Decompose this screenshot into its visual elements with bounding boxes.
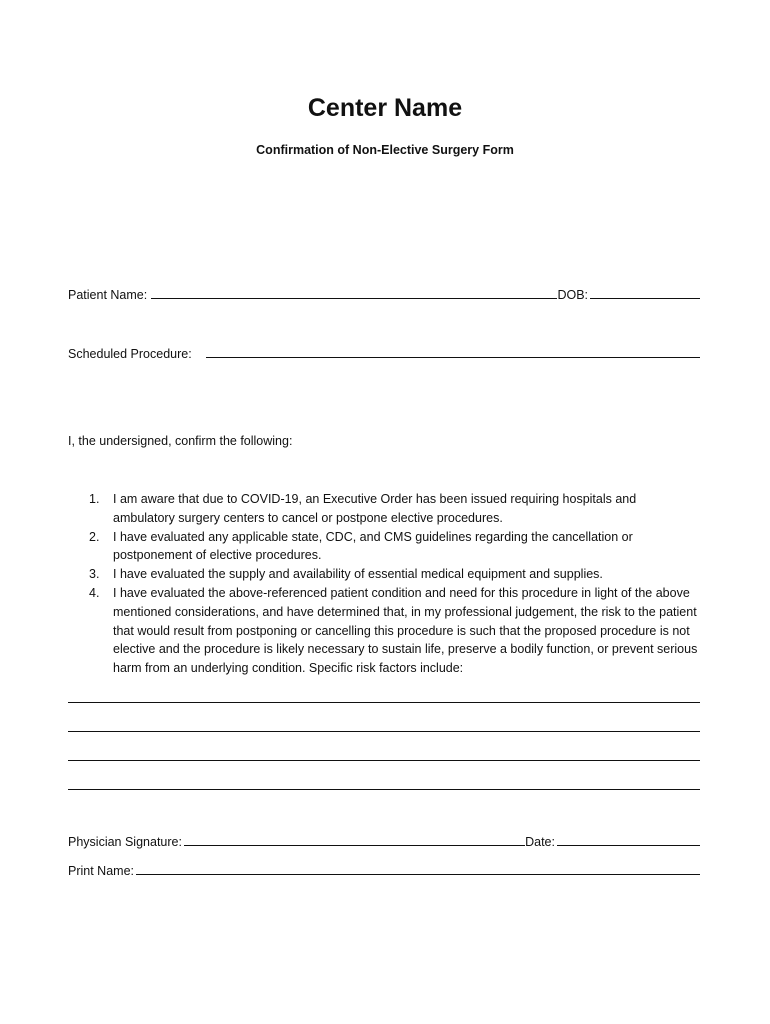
list-item-number: 2. bbox=[89, 529, 100, 544]
date-label: Date: bbox=[525, 835, 555, 849]
scheduled-procedure-field[interactable] bbox=[206, 356, 700, 358]
list-item bbox=[89, 584, 700, 678]
physician-signature-field[interactable] bbox=[184, 844, 525, 846]
list-item-text: I have evaluated the above-referenced patient condition and need for this procedure in light of the above mentioned considerations, and have determined that, in my professional judgement, the risk to the patient that would result from postponing or cancelling this procedure is such that the proposed procedure is not elective and the procedure is likely necessary to sustain life, preserve a bodily function, or prevent serious harm from an underlying condition. Specific risk factors include: bbox=[113, 585, 698, 676]
patient-name-label: Patient Name: bbox=[68, 288, 148, 302]
list-item bbox=[89, 565, 700, 584]
list-item-text: I have evaluated the supply and availability of essential medical equipment and supplies. bbox=[113, 567, 603, 582]
print-name-row bbox=[68, 864, 700, 878]
patient-name-field[interactable] bbox=[151, 297, 557, 299]
patient-info-row bbox=[68, 288, 700, 302]
procedure-row bbox=[68, 347, 700, 361]
form-title: Confirmation of Non-Elective Surgery Form bbox=[256, 143, 514, 157]
physician-signature-label: Physician Signature: bbox=[68, 835, 182, 849]
list-item-text: I have evaluated any applicable state, CDC, and CMS guidelines regarding the cancellation or postponement of elective procedures. bbox=[113, 529, 633, 563]
signature-row bbox=[68, 835, 700, 849]
scheduled-procedure-label: Scheduled Procedure: bbox=[68, 347, 192, 361]
list-item-number: 4. bbox=[89, 585, 100, 600]
dob-field[interactable] bbox=[590, 297, 700, 299]
print-name-field[interactable] bbox=[136, 873, 700, 875]
risk-factors-line[interactable] bbox=[68, 760, 700, 761]
list-item bbox=[89, 528, 700, 566]
list-item-text: I am aware that due to COVID-19, an Executive Order has been issued requiring hospitals and ambulatory surgery centers to cancel or postpone elective procedures. bbox=[113, 492, 637, 525]
list-item-number: 1. bbox=[89, 492, 100, 506]
confirmation-list bbox=[68, 490, 700, 678]
confirmation-intro: I, the undersigned, confirm the following: bbox=[68, 434, 293, 448]
center-name-heading: Center Name bbox=[307, 94, 463, 122]
dob-label: DOB: bbox=[557, 288, 588, 302]
print-name-label: Print Name: bbox=[68, 864, 134, 878]
list-item bbox=[89, 490, 700, 528]
date-field[interactable] bbox=[557, 844, 700, 846]
list-item-number: 3. bbox=[89, 567, 100, 582]
risk-factors-line[interactable] bbox=[68, 789, 700, 790]
risk-factors-line[interactable] bbox=[68, 731, 700, 732]
risk-factors-line[interactable] bbox=[68, 702, 700, 703]
